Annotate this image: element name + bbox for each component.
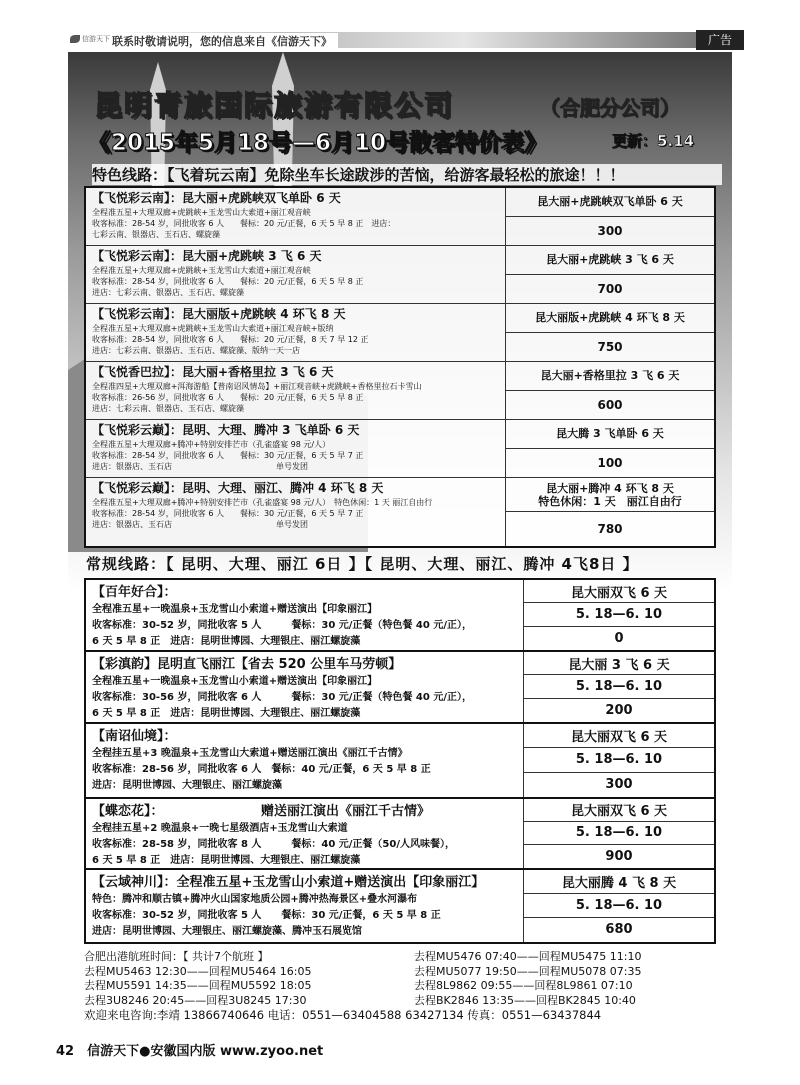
regular-route-name: 昆大丽双飞 6 天 xyxy=(524,799,714,822)
route-line: 全程准五星+大理双廊+虎跳峡+玉龙雪山大索道+丽江观音峡 xyxy=(92,208,311,217)
flight-item: 去程MU5591 14:35——回程MU5592 18:05 xyxy=(84,979,312,992)
regular-route-line: 6 天 5 早 8 正 进店：昆明世博园、大理银庄、丽江螺旋藻 xyxy=(92,636,361,647)
route-name xyxy=(506,304,714,333)
regular-route-title: 【蝶恋花】： 赠送丽江演出《丽江千古情》 xyxy=(92,804,431,819)
route-name xyxy=(506,188,714,217)
route-title: 【飞悦彩云南】：昆大丽+虎跳峡双飞单卧 6 天 xyxy=(92,191,341,205)
route-name-text: 昆大丽+虎跳峡 3 飞 6 天 xyxy=(546,253,674,267)
regular-route-name: 昆大丽双飞 6 天 xyxy=(524,580,714,603)
route-summary xyxy=(506,304,714,361)
regular-route-line: 6 天 5 早 8 正 进店：昆明世博园、大理银庄、丽江螺旋藻 xyxy=(92,708,361,719)
route-line: 全程准五星+大理双廊+腾冲+特别安排芒市（孔雀盛宴 98 元/人） xyxy=(92,440,331,449)
regular-route-details xyxy=(86,652,524,722)
route-summary xyxy=(506,420,714,477)
regular-route-row xyxy=(86,652,714,724)
regular-route-price: 300 xyxy=(605,777,633,793)
route-name xyxy=(506,420,714,449)
route-price: 600 xyxy=(597,397,623,412)
regular-route-line: 收客标准：28-56 岁，同批收客 6 人 餐标：40 元/正餐，6 天 5 早 8 正 xyxy=(92,764,431,775)
route-line: 进店：银器店、玉石店 单号发团 xyxy=(92,462,308,471)
route-title: 【飞悦香巴拉】：昆大丽+香格里拉 3 飞 6 天 xyxy=(92,365,334,379)
route-summary xyxy=(506,362,714,419)
regular-route-line: 全程准五星+一晚温泉+玉龙雪山小索道+赠送演出【印象丽江】 xyxy=(92,604,378,615)
regular-route-row xyxy=(86,580,714,652)
route-name-text: 昆大腾 3 飞单卧 6 天 xyxy=(556,427,664,441)
regular-route-name: 昆大丽腾 4 飞 8 天 xyxy=(524,870,714,894)
regular-route-line: 特色：腾冲和顺古镇+腾冲火山国家地质公园+腾冲热海景区+叠水河瀑布 xyxy=(92,894,418,905)
branch-title: （合肥分公司） xyxy=(540,96,680,120)
route-details xyxy=(86,246,506,303)
regular-route-line: 收客标准：30-52 岁，同批收客 5 人 餐标：30 元/正餐（特色餐 40 元/正）， xyxy=(92,620,472,631)
route-line: 收客标准：26-56 岁，同批收客 6 人 餐标：20 元/正餐，6 天 5 早 8 正 xyxy=(92,393,364,402)
regular-route-details xyxy=(86,870,524,942)
regular-route-summary xyxy=(524,652,714,722)
route-line: 收客标准：28-54 岁，同批收客 6 人 餐标：30 元/正餐，6 天 5 早 7 正 xyxy=(92,509,364,518)
regular-route-row xyxy=(86,724,714,799)
route-name-text: 昆大丽+香格里拉 3 飞 6 天 xyxy=(540,369,680,383)
regular-route-summary xyxy=(524,580,714,650)
regular-route-line: 收客标准：28-58 岁，同批收客 8 人 餐标：40 元/正餐（50/人风味餐）， xyxy=(92,839,456,850)
route-title: 【飞悦彩云南】：昆大丽+虎跳峡 3 飞 6 天 xyxy=(92,249,322,263)
route-line: 收客标准：28-54 岁，同批收客 6 人 餐标：20 元/正餐，6 天 5 早 8 正 进店： xyxy=(92,219,396,228)
route-title: 【飞悦彩云巅】：昆明、大理、腾冲 3 飞单卧 6 天 xyxy=(92,423,360,437)
route-details xyxy=(86,362,506,419)
route-name-text: 昆大丽+腾冲 4 环飞 8 天 xyxy=(546,481,674,495)
ad-label: 广告 xyxy=(696,30,744,50)
route-line: 收客标准：28-54 岁，同批收客 6 人 餐标：20 元/正餐，6 天 5 早 8 正 xyxy=(92,277,364,286)
route-row xyxy=(86,362,714,420)
regular-route-name: 昆大丽 3 飞 6 天 xyxy=(524,652,714,675)
regular-route-price: 680 xyxy=(605,922,633,938)
route-row xyxy=(86,478,714,546)
regular-route-price: 0 xyxy=(614,630,624,646)
flight-item: 去程BK2846 13:35——回程BK2845 10:40 xyxy=(414,993,636,1007)
page-number: 42 xyxy=(56,1044,75,1059)
regular-route-line: 6 天 5 早 8 正 进店：昆明世博园、大理银庄、丽江螺旋藻 xyxy=(92,855,361,866)
company-title: 昆明青旅国际旅游有限公司 xyxy=(94,89,455,122)
slogan: 联系时敬请说明，您的信息来自《信游天下》 xyxy=(112,33,338,49)
regular-route-date: 5. 18—6. 10 xyxy=(524,822,714,845)
route-price: 700 xyxy=(597,281,623,296)
route-price: 100 xyxy=(597,455,623,470)
route-summary xyxy=(506,478,714,546)
regular-route-row xyxy=(86,799,714,870)
route-details xyxy=(86,478,506,546)
regular-route-title: 【百年好合】： xyxy=(92,585,177,600)
route-title: 【飞悦彩云巅】：昆明、大理、丽江、腾冲 4 环飞 8 天 xyxy=(92,481,384,495)
route-details xyxy=(86,188,506,245)
regular-route-date: 5. 18—6. 10 xyxy=(524,603,714,626)
flight-item: 去程8L9862 09:55——回程8L9861 07:10 xyxy=(414,979,633,992)
route-name-text: 昆大丽版+虎跳峡 4 环飞 8 天 xyxy=(535,311,685,325)
regular-route-date: 5. 18—6. 10 xyxy=(524,675,714,698)
regular-route-price: 900 xyxy=(605,848,633,864)
regular-route-date: 5. 18—6. 10 xyxy=(524,748,714,772)
route-line: 收客标准：28-54 岁，同批收客 6 人 餐标：30 元/正餐，6 天 5 早 7 正 xyxy=(92,451,364,460)
flight-item: 去程3U8246 20:45——回程3U8245 17:30 xyxy=(84,993,307,1007)
regular-route-summary xyxy=(524,870,714,942)
route-line: 进店：七彩云南、银器店、玉石店、螺旋藻 xyxy=(92,404,244,413)
flight-header: 合肥出港航班时间：【 共计7个航班 】 xyxy=(84,950,269,963)
regular-route-date: 5. 18—6. 10 xyxy=(524,894,714,918)
regular-route-line: 进店：昆明世博园、大理银庄、丽江螺旋藻 xyxy=(92,780,282,791)
regular-route-title: 【南诏仙境】： xyxy=(92,729,177,744)
route-row xyxy=(86,246,714,304)
route-name xyxy=(506,246,714,275)
route-line: 全程准五星+大理双廊+虎跳峡+玉龙雪山大索道+丽江观音峡 xyxy=(92,266,311,275)
top-bar xyxy=(0,0,800,52)
price-table-title: 《2015年5月18号—6月10号散客特价表》 xyxy=(88,130,548,156)
regular-route-summary xyxy=(524,724,714,797)
regular-route-details xyxy=(86,580,524,650)
route-line: 全程准五星+大理双廊+虎跳峡+玉龙雪山大索道+丽江观音峡+版纳 xyxy=(92,324,334,333)
regular-route-details xyxy=(86,724,524,797)
update-date: 更新：5.14 xyxy=(612,132,695,150)
regular-routes-table xyxy=(84,578,716,944)
regular-route-details xyxy=(86,799,524,868)
route-details xyxy=(86,304,506,361)
regular-route-line: 收客标准：30-56 岁，同批收客 6 人 餐标：30 元/正餐（特色餐 40 元/正）， xyxy=(92,692,472,703)
route-details xyxy=(86,420,506,477)
contact-info: 欢迎来电咨询:李靖 13866740646 电话：0551—63404588 63427134 传真：0551—63437844 xyxy=(84,1008,602,1022)
route-line: 进店：七彩云南、银器店、玉石店、螺旋藻、版纳一天一店 xyxy=(92,346,300,355)
route-name xyxy=(506,362,714,391)
logo-text: 信游天下 xyxy=(82,35,110,43)
regular-route-name: 昆大丽双飞 6 天 xyxy=(524,724,714,748)
regular-route-line: 全程挂五星+2 晚温泉+一晚七星级酒店+玉龙雪山大索道 xyxy=(92,823,348,834)
route-row xyxy=(86,188,714,246)
page-footer xyxy=(56,1040,323,1059)
regular-route-line: 收客标准：30-52 岁，同批收客 5 人 餐标：30 元/正餐，6 天 5 早 8 正 xyxy=(92,910,441,921)
route-feature: 特色休闲：1 天 丽江自由行 xyxy=(538,494,682,508)
route-line: 进店：七彩云南、银器店、玉石店、螺旋藻 xyxy=(92,288,244,297)
flight-item: 去程MU5077 19:50——回程MU5078 07:35 xyxy=(414,964,642,978)
regular-route-line: 全程挂五星+3 晚温泉+玉龙雪山大索道+赠送丽江演出《丽江千古情》 xyxy=(92,748,408,759)
footer-text: 信游天下●安徽国内版 www.zyoo.net xyxy=(87,1044,324,1059)
route-row xyxy=(86,420,714,478)
route-price: 780 xyxy=(597,522,623,536)
route-line: 七彩云南、银器店、玉石店、螺旋藻 xyxy=(92,230,220,239)
route-name-text: 昆大丽+虎跳峡双飞单卧 6 天 xyxy=(537,195,683,209)
route-name xyxy=(506,478,714,512)
special-routes-table xyxy=(84,186,716,548)
regular-route-summary xyxy=(524,799,714,868)
route-row xyxy=(86,304,714,362)
special-intro: 特色线路：【飞着玩云南】免除坐车长途跋涉的苦恼，给游客最轻松的旅途！！！ xyxy=(92,164,722,185)
logo xyxy=(70,34,112,46)
route-price: 750 xyxy=(597,339,623,354)
regular-route-line: 进店：昆明世博园、大理银庄、丽江螺旋藻、腾冲玉石展览馆 xyxy=(92,926,362,937)
route-line: 收客标准：28-54 岁，同批收客 6 人 餐标：20 元/正餐，8 天 7 早 12 正 xyxy=(92,335,369,344)
route-summary xyxy=(506,188,714,245)
route-line: 进店：银器店、玉石店 单号发团 xyxy=(92,520,308,529)
regular-route-row xyxy=(86,870,714,942)
route-summary xyxy=(506,246,714,303)
route-line: 全程准四星+大理双廊+洱海游船【普南诏风情岛】+丽江观音峡+虎跳峡+香格里拉石卡雪山 xyxy=(92,382,422,391)
logo-icon xyxy=(70,35,80,43)
flight-schedule xyxy=(84,950,724,1023)
route-title: 【飞悦彩云南】：昆大丽版+虎跳峡 4 环飞 8 天 xyxy=(92,307,346,321)
regular-route-line: 全程准五星+一晚温泉+玉龙雪山小索道+赠送演出【印象丽江】 xyxy=(92,676,378,687)
regular-route-title: 【云域神川】：全程准五星+玉龙雪山小索道+赠送演出【印象丽江】 xyxy=(92,875,485,890)
flight-item: 去程MU5476 07:40——回程MU5475 11:10 xyxy=(414,950,642,963)
route-line: 全程准五星+大理双廊+腾冲+特别安排芒市（孔雀盛宴 98 元/人） 特色休闲：1 天 丽江自由行 xyxy=(92,498,433,507)
regular-routes-title: 常规线路：【 昆明、大理、丽江 6日 】【 昆明、大理、丽江、腾冲 4飞8日 】 xyxy=(86,555,639,573)
route-price: 300 xyxy=(597,223,623,238)
flight-item: 去程MU5463 12:30——回程MU5464 16:05 xyxy=(84,964,312,978)
regular-route-price: 200 xyxy=(605,702,633,718)
regular-route-title: 【彩滇韵】昆明直飞丽江【省去 520 公里车马劳顿】 xyxy=(92,657,402,672)
